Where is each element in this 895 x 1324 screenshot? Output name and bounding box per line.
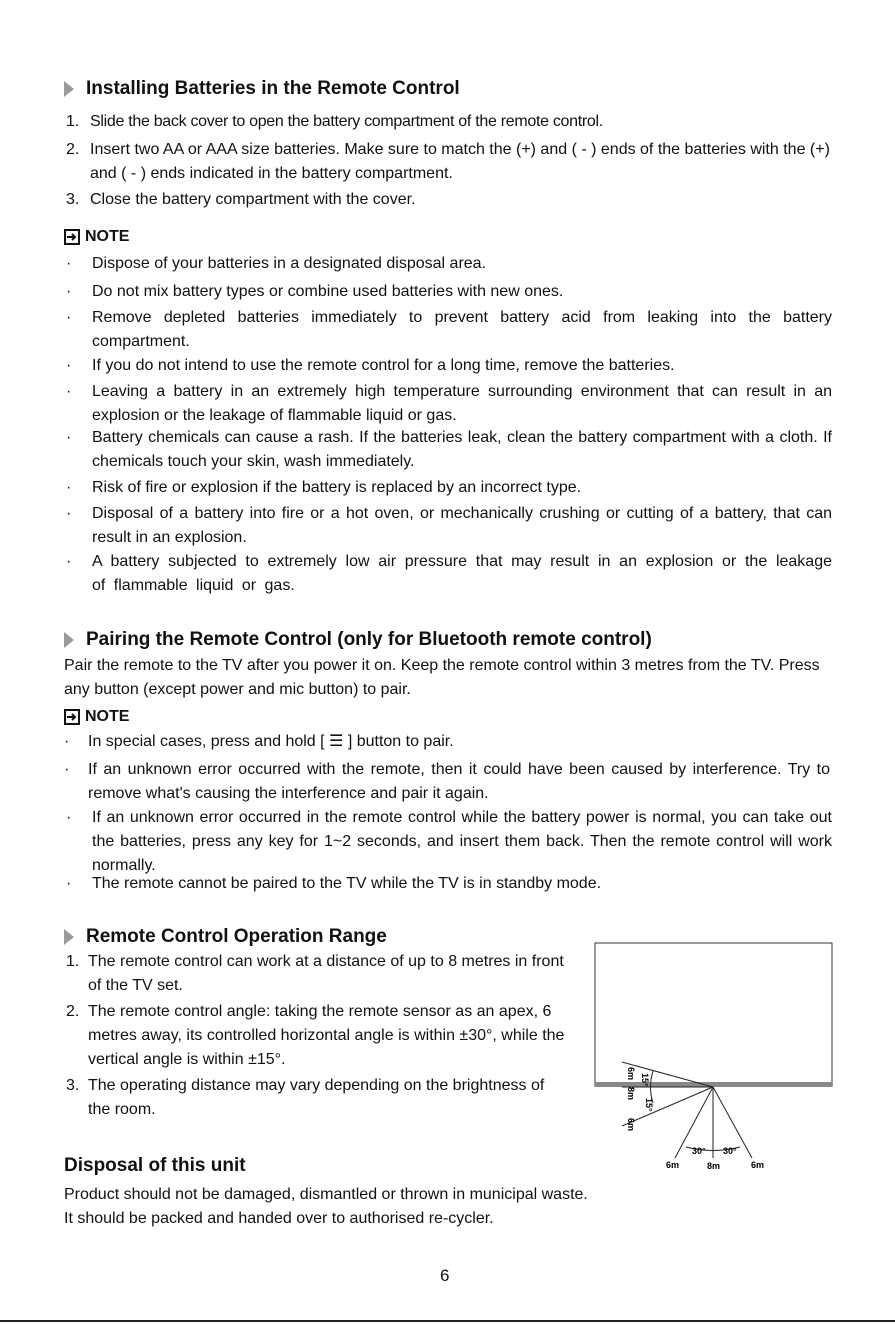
bullet-icon: · [64,733,70,750]
bullet-icon: · [66,383,72,400]
list-item [66,138,836,186]
list-item [64,758,830,806]
bullet-text: Dispose of your batteries in a designated disposal area. [92,255,487,272]
list-item [66,426,832,474]
bullet-icon: · [66,429,72,446]
note-label: NOTE [85,708,130,725]
bullet-text: Do not mix battery types or combine used batteries with new ones. [92,283,564,300]
note-label: NOTE [85,228,130,245]
step-text: Slide the back cover to open the battery compartment of the remote control. [90,113,603,130]
bullet-icon: · [66,809,72,826]
section-range-heading [64,926,387,948]
note-icon [64,229,80,245]
step-text: The operating distance may vary depending on the brightness of the room. [88,1077,545,1118]
step-text: Insert two AA or AAA size batteries. Make sure to match the (+) and ( - ) ends of the batteries with the (+) and ( - ) ends indicated in the battery compartment. [90,141,830,182]
bullet-text: If you do not intend to use the remote control for a long time, remove the batteries. [92,357,675,374]
bullet-text: If an unknown error occurred with the remote, then it could have been caused by interference. Try to remove what's causing the interference and pair it again. [88,761,830,802]
disposal-line: Product should not be damaged, dismantled or thrown in municipal waste. [64,1186,588,1203]
diagram-label: 6m [751,1160,765,1170]
step-number: 1. [66,113,80,130]
diagram-label: 8m [707,1161,721,1171]
section-marker-icon [64,81,74,97]
bullet-text: A battery subjected to extremely low air pressure that may result in an explosion or the leakage of flammable liquid or gas. [92,553,832,594]
bullet-text: Risk of fire or explosion if the battery is replaced by an incorrect type. [92,479,582,496]
page-bottom-rule [0,1320,895,1322]
list-item [66,502,832,550]
step-number: 3. [66,191,80,208]
step-number: 3. [66,1077,80,1094]
diagram-label: 6m [626,1067,636,1081]
section-marker-icon [64,632,74,648]
list-item [66,306,832,354]
diagram-label: 15° [640,1073,650,1087]
pairing-intro: Pair the remote to the TV after you power it on. Keep the remote control within 3 metres from the TV. Press any button (except power and mic button) to pair. [64,657,820,698]
list-item [66,476,832,500]
bullet-text: The remote cannot be paired to the TV while the TV is in standby mode. [92,875,602,892]
bullet-text: Leaving a battery in an extremely high temperature surrounding environment that can result in an explosion or the leakage of flammable liquid or gas. [92,383,832,424]
note-heading [64,228,129,246]
bullet-text: Battery chemicals can cause a rash. If the batteries leak, clean the battery compartment with a cloth. If chemicals touch your skin, wash immediately. [92,429,832,470]
bullet-text: If an unknown error occurred in the remote control while the battery power is normal, you can take out the batteries, press any key for 1~2 seconds, and insert them back. Then the remote control will work normally. [92,809,832,874]
bullet-icon: · [66,255,72,272]
bullet-text: Disposal of a battery into fire or a hot oven, or mechanically crushing or cutting of a battery, that can result in an explosion. [92,505,832,546]
note-icon [64,709,80,725]
section-pairing-heading [64,629,652,651]
bullet-icon: · [66,357,72,374]
list-item [66,280,832,304]
diagram-label: 15° [644,1098,654,1112]
step-text: Close the battery compartment with the cover. [90,191,416,208]
list-item [64,730,830,754]
list-item [66,872,832,896]
step-number: 1. [66,953,80,970]
section-range-title: Remote Control Operation Range [86,926,387,947]
step-number: 2. [66,141,80,158]
list-item [66,550,832,598]
list-item [66,188,836,212]
bullet-icon: · [64,761,70,778]
diagram-label: 6m [666,1160,680,1170]
section-installing-heading [64,78,460,100]
list-item [66,1074,566,1122]
list-item [66,354,832,378]
bullet-text: Remove depleted batteries immediately to prevent battery acid from leaking into the battery compartment. [92,309,832,350]
step-number: 2. [66,1003,80,1020]
bullet-icon: · [66,553,72,570]
bullet-icon: · [66,505,72,522]
diagram-label: 30° [723,1146,737,1156]
bullet-icon: · [66,875,72,892]
list-item [66,1000,566,1072]
step-text: The remote control angle: taking the remote sensor as an apex, 6 metres away, its controlled horizontal angle is within ±30°, while the vertical angle is within ±15°. [88,1003,565,1068]
list-item [66,380,832,428]
bullet-text: In special cases, press and hold [ ☰ ] button to pair. [88,733,454,750]
diagram-label: 30° [692,1146,706,1156]
section-marker-icon [64,929,74,945]
disposal-line: It should be packed and handed over to authorised re-cycler. [64,1210,494,1227]
section-pairing-title: Pairing the Remote Control (only for Bluetooth remote control) [86,629,652,650]
section-installing-title: Installing Batteries in the Remote Control [86,78,460,99]
step-text: The remote control can work at a distance of up to 8 metres in front of the TV set. [88,953,564,994]
bullet-icon: · [66,309,72,326]
diagram-label: 6m [626,1118,636,1132]
list-item [66,252,832,276]
list-item [66,950,566,998]
section-disposal-title: Disposal of this unit [64,1155,246,1176]
range-diagram [590,940,840,1180]
page-number: 6 [440,1266,450,1285]
list-item [66,110,836,134]
diagram-label: 8m [626,1087,636,1101]
bullet-icon: · [66,283,72,300]
note-heading [64,708,129,726]
list-item [66,806,832,878]
bullet-icon: · [66,479,72,496]
